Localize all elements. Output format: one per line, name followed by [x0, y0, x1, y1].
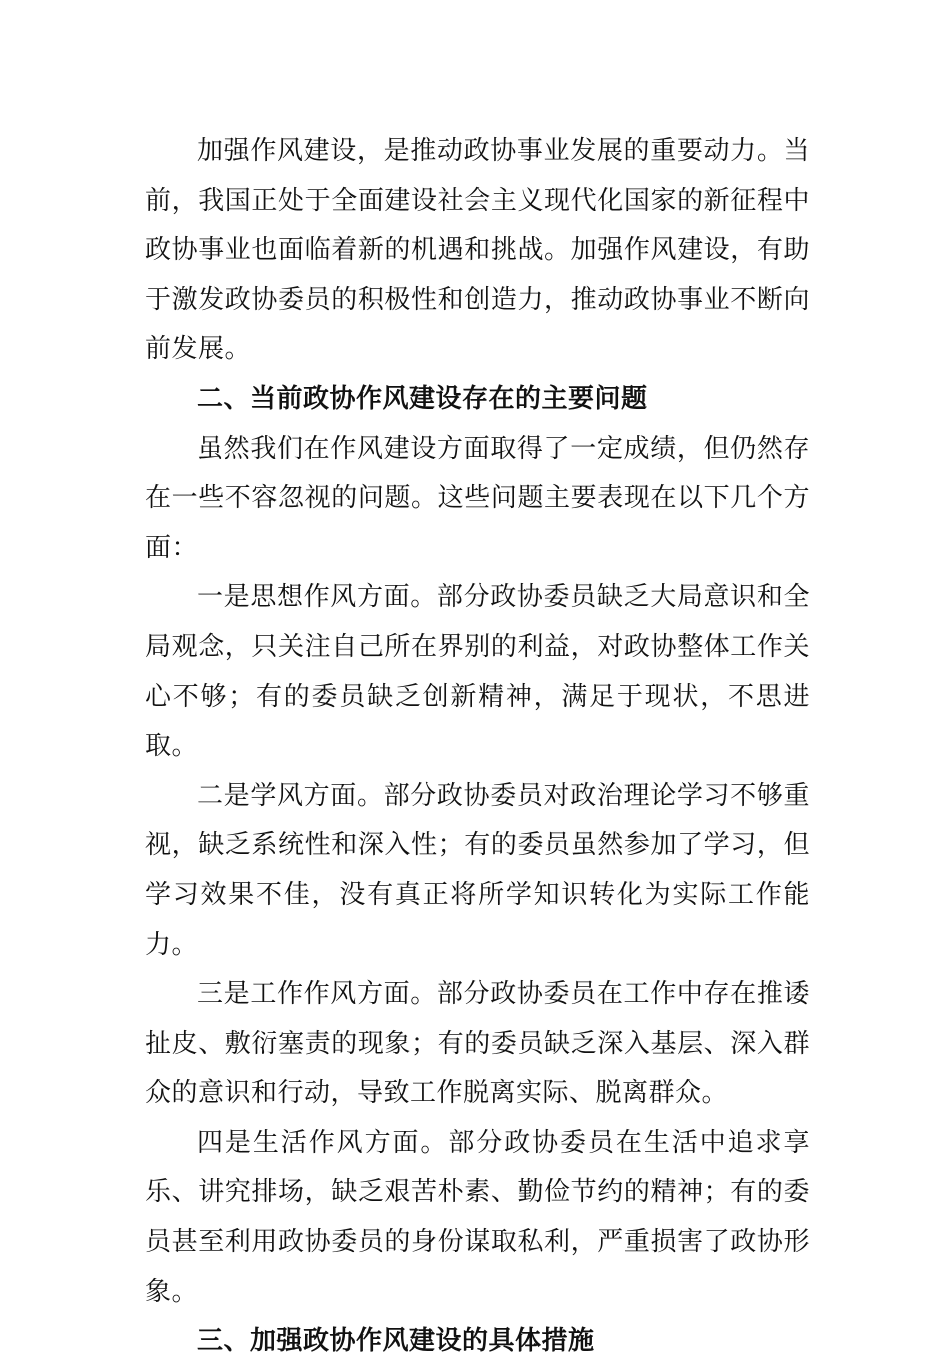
- paragraph-work-style: 三是工作作风方面。部分政协委员在工作中存在推诿扯皮、敷衍塞责的现象；有的委员缺乏深入基层、深入群众的意识和行动，导致工作脱离实际、脱离群众。: [145, 979, 810, 1109]
- paragraph-problems-intro: 虽然我们在作风建设方面取得了一定成绩，但仍然存在一些不容忽视的问题。这些问题主要表现在以下几个方面：: [145, 433, 810, 563]
- section-heading-3: 三、加强政协作风建设的具体措施: [197, 1326, 595, 1357]
- document-body: [145, 127, 810, 1367]
- paragraph-ideology-style: 一是思想作风方面。部分政协委员缺乏大局意识和全局观念，只关注自己所在界别的利益，对政协整体工作关心不够；有的委员缺乏创新精神，满足于现状，不思进取。: [145, 582, 810, 762]
- section-heading-2: 二、当前政协作风建设存在的主要问题: [197, 383, 648, 414]
- paragraph-study-style: 二是学风方面。部分政协委员对政治理论学习不够重视，缺乏系统性和深入性；有的委员虽然参加了学习，但学习效果不佳，没有真正将所学知识转化为实际工作能力。: [145, 780, 810, 960]
- paragraph-intro-conclusion: 加强作风建设，是推动政协事业发展的重要动力。当前，我国正处于全面建设社会主义现代化国家的新征程中政协事业也面临着新的机遇和挑战。加强作风建设，有助于激发政协委员的积极性和创造力，推动政协事业不断向前发展。: [145, 136, 810, 365]
- paragraph-life-style: 四是生活作风方面。部分政协委员在生活中追求享乐、讲究排场，缺乏艰苦朴素、勤俭节约的精神；有的委员甚至利用政协委员的身份谋取私利，严重损害了政协形象。: [145, 1127, 810, 1307]
